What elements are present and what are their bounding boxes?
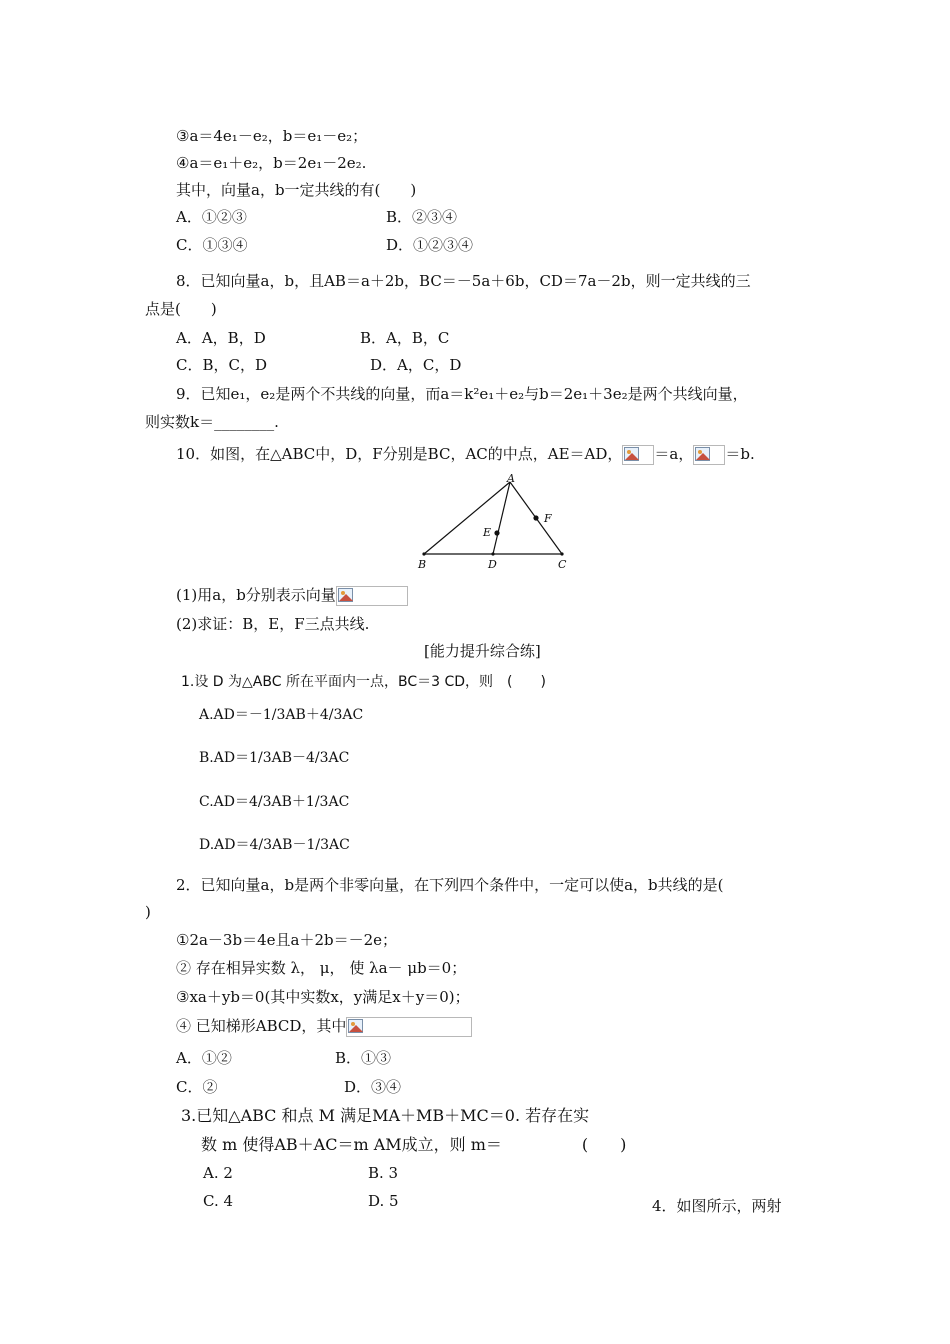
q2-cond-4-text: ④ 已知梯形ABCD，其中: [176, 1017, 347, 1035]
point-f: [533, 515, 538, 520]
q2-line-1: 2．已知向量a，b是两个非零向量，在下列四个条件中，一定可以使a，b共线的是(: [176, 876, 724, 894]
p10-eq-b: ＝b.: [725, 445, 755, 463]
q1-stem: 1.设 D 为△ABC 所在平面内一点，BC＝3 CD，则 ( ): [181, 674, 546, 690]
p8-line-1: 8．已知向量a，b，且AB＝a＋2b，BC＝－5a＋6b，CD＝7a－2b，则一定共线的三: [176, 272, 751, 290]
q1-option-a: A.AD＝－1/3AB＋4/3AC: [199, 707, 364, 723]
point-d: [491, 552, 494, 555]
q2-line-2: ): [145, 903, 151, 921]
p8-option-d: D．A，C，D: [370, 356, 462, 374]
p8-line-2: 点是( ): [145, 300, 217, 318]
label-c: C: [558, 558, 567, 571]
q1-option-d: D.AD＝4/3AB－1/3AC: [199, 837, 350, 853]
p7-question: 其中，向量a，b一定共线的有( ): [176, 181, 417, 199]
p10-stem: 10．如图，在△ABC中，D，F分别是BC，AC的中点，AE＝AD，: [176, 445, 623, 463]
q3-line-2: 数 m 使得AB＋AC＝m AM成立，则 m＝ ( ): [201, 1135, 627, 1154]
q2-cond-4: [176, 1016, 472, 1037]
point-e: [494, 530, 499, 535]
q3-option-a: A. 2: [203, 1164, 233, 1182]
point-b: [422, 552, 425, 555]
p10-sub-1: [176, 585, 408, 606]
p10-line-1: [176, 444, 755, 465]
p7-item-3: ③a＝4e₁－e₂，b＝e₁－e₂；: [176, 127, 368, 145]
p8-option-b: B．A，B，C: [360, 329, 450, 347]
p8-option-c: C．B，C，D: [176, 356, 268, 374]
point-c: [560, 552, 563, 555]
p10-sub-2: (2)求证：B，E，F三点共线.: [176, 615, 370, 633]
p7-option-a: A．①②③: [176, 208, 247, 226]
label-e: E: [483, 526, 492, 539]
q4-start: 4．如图所示，两射: [652, 1197, 782, 1215]
p7-option-d: D．①②③④: [386, 236, 474, 254]
label-b: B: [418, 558, 427, 571]
q2-option-d: D．③④: [344, 1078, 402, 1096]
q2-option-a: A．①②: [176, 1049, 232, 1067]
p7-option-b: B．②③④: [386, 208, 458, 226]
q2-cond-3: ③xa＋yb＝0(其中实数x，y满足x＋y＝0)；: [176, 988, 470, 1006]
q2-option-b: B．①③: [335, 1049, 392, 1067]
p9-line-2: 则实数k＝________.: [145, 413, 279, 431]
label-f: F: [544, 512, 552, 525]
p7-option-c: C．①③④: [176, 236, 248, 254]
broken-image-icon: [336, 586, 408, 606]
q1-option-b: B.AD＝1/3AB－4/3AC: [199, 750, 350, 766]
q3-option-d: D. 5: [368, 1192, 399, 1210]
median-ad: [493, 482, 510, 554]
q2-cond-2: ② 存在相异实数 λ， μ， 使 λa－ μb＝0；: [176, 959, 467, 977]
broken-image-icon: [346, 1017, 472, 1037]
q1-option-c: C.AD＝4/3AB＋1/3AC: [199, 794, 350, 810]
p10-eq-a: ＝a，: [654, 445, 694, 463]
q3-line-1: 3.已知△ABC 和点 M 满足MA＋MB＋MC＝0. 若存在实: [181, 1106, 590, 1125]
q2-option-c: C．②: [176, 1078, 218, 1096]
p8-option-a: A．A，B，D: [176, 329, 266, 347]
label-a: A: [507, 472, 515, 485]
broken-image-icon: [693, 445, 725, 465]
q2-cond-1: ①2a－3b＝4e且a＋2b＝－2e；: [176, 931, 398, 949]
q3-option-c: C. 4: [203, 1192, 234, 1210]
section-title: [能力提升综合练]: [424, 642, 541, 660]
triangle-figure: [410, 470, 580, 575]
p7-item-4: ④a＝e₁＋e₂，b＝2e₁－2e₂.: [176, 154, 367, 172]
broken-image-icon: [622, 445, 654, 465]
p9-line-1: 9．已知e₁，e₂是两个不共线的向量，而a＝k²e₁＋e₂与b＝2e₁＋3e₂是两个共线向量，: [176, 385, 748, 403]
label-d: D: [488, 558, 497, 571]
q3-option-b: B. 3: [368, 1164, 399, 1182]
p10-sub-1-text: (1)用a，b分别表示向量: [176, 586, 336, 604]
side-ab: [424, 482, 510, 554]
